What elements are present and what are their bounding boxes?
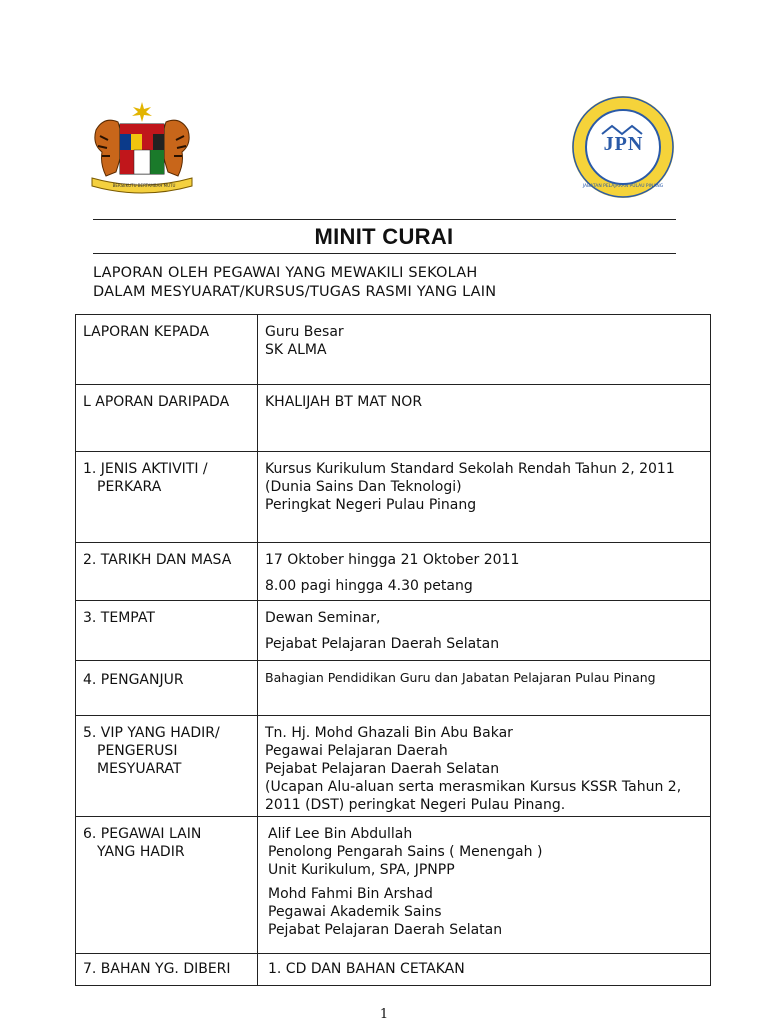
- page-number: 1: [379, 1007, 389, 1022]
- row-label: 3. TEMPAT: [76, 601, 258, 661]
- row-value: KHALIJAH BT MAT NOR: [258, 385, 711, 452]
- jpn-ring-text: JABATAN PELAJARAN PULAU PINANG: [582, 184, 664, 189]
- row-label: LAPORAN KEPADA: [76, 315, 258, 385]
- row-label: 4. PENGANJUR: [76, 661, 258, 716]
- row-value: Bahagian Pendidikan Guru dan Jabatan Pelajaran Pulau Pinang: [258, 661, 711, 716]
- top-rule: [93, 219, 676, 220]
- table-row-penganjur: [76, 661, 711, 716]
- table-row-laporan-daripada: [76, 385, 711, 452]
- row-label: 1. JENIS AKTIVITI / PERKARA: [76, 452, 258, 543]
- document-title: MINIT CURAI: [314, 224, 454, 249]
- row-value: Dewan Seminar, Pejabat Pelajaran Daerah Selatan: [258, 601, 711, 661]
- row-value: Alif Lee Bin Abdullah Penolong Pengarah Sains ( Menengah ) Unit Kurikulum, SPA, JPNPP Mohd Fahmi Bin Arshad Pegawai Akademik Sains Pejabat Pelajaran Daerah Selatan: [258, 817, 711, 954]
- jpn-letters: JPN: [603, 133, 644, 155]
- crest-motto: BERSEKUTU BERTAMBAH MUTU: [112, 183, 176, 188]
- table-row-jenis-aktiviti: [76, 452, 711, 543]
- table-row-pegawai-lain: [76, 817, 711, 954]
- table-row-tempat: [76, 601, 711, 661]
- table-row-laporan-kepada: [76, 315, 711, 385]
- bottom-rule: [93, 253, 676, 254]
- document-subtitle: [93, 264, 496, 302]
- row-value: Tn. Hj. Mohd Ghazali Bin Abu Bakar Pegawai Pelajaran Daerah Pejabat Pelajaran Daerah Selatan (Ucapan Alu-aluan serta merasmikan Kursus KSSR Tahun 2, 2011 (DST) peringkat Negeri Pulau Pinang.: [258, 716, 711, 817]
- report-table: [75, 314, 711, 986]
- subtitle-line-1: LAPORAN OLEH PEGAWAI YANG MEWAKILI SEKOLAH: [93, 265, 478, 281]
- row-label: L APORAN DARIPADA: [76, 385, 258, 452]
- table-row-bahan: [76, 954, 711, 986]
- coat-of-arms-logo: [86, 100, 198, 196]
- row-label: 5. VIP YANG HADIR/ PENGERUSI MESYUARAT: [76, 716, 258, 817]
- subtitle-line-2: DALAM MESYUARAT/KURSUS/TUGAS RASMI YANG LAIN: [93, 284, 497, 300]
- row-value: 1. CD DAN BAHAN CETAKAN: [258, 954, 711, 986]
- row-value: Guru Besar SK ALMA: [258, 315, 711, 385]
- row-value: Kursus Kurikulum Standard Sekolah Rendah Tahun 2, 2011 (Dunia Sains Dan Teknologi) Peringkat Negeri Pulau Pinang: [258, 452, 711, 543]
- table-row-vip: [76, 716, 711, 817]
- table-row-tarikh-masa: [76, 543, 711, 601]
- row-label: 6. PEGAWAI LAIN YANG HADIR: [76, 817, 258, 954]
- row-label: 2. TARIKH DAN MASA: [76, 543, 258, 601]
- row-label: 7. BAHAN YG. DIBERI: [76, 954, 258, 986]
- row-value: 17 Oktober hingga 21 Oktober 2011 8.00 pagi hingga 4.30 petang: [258, 543, 711, 601]
